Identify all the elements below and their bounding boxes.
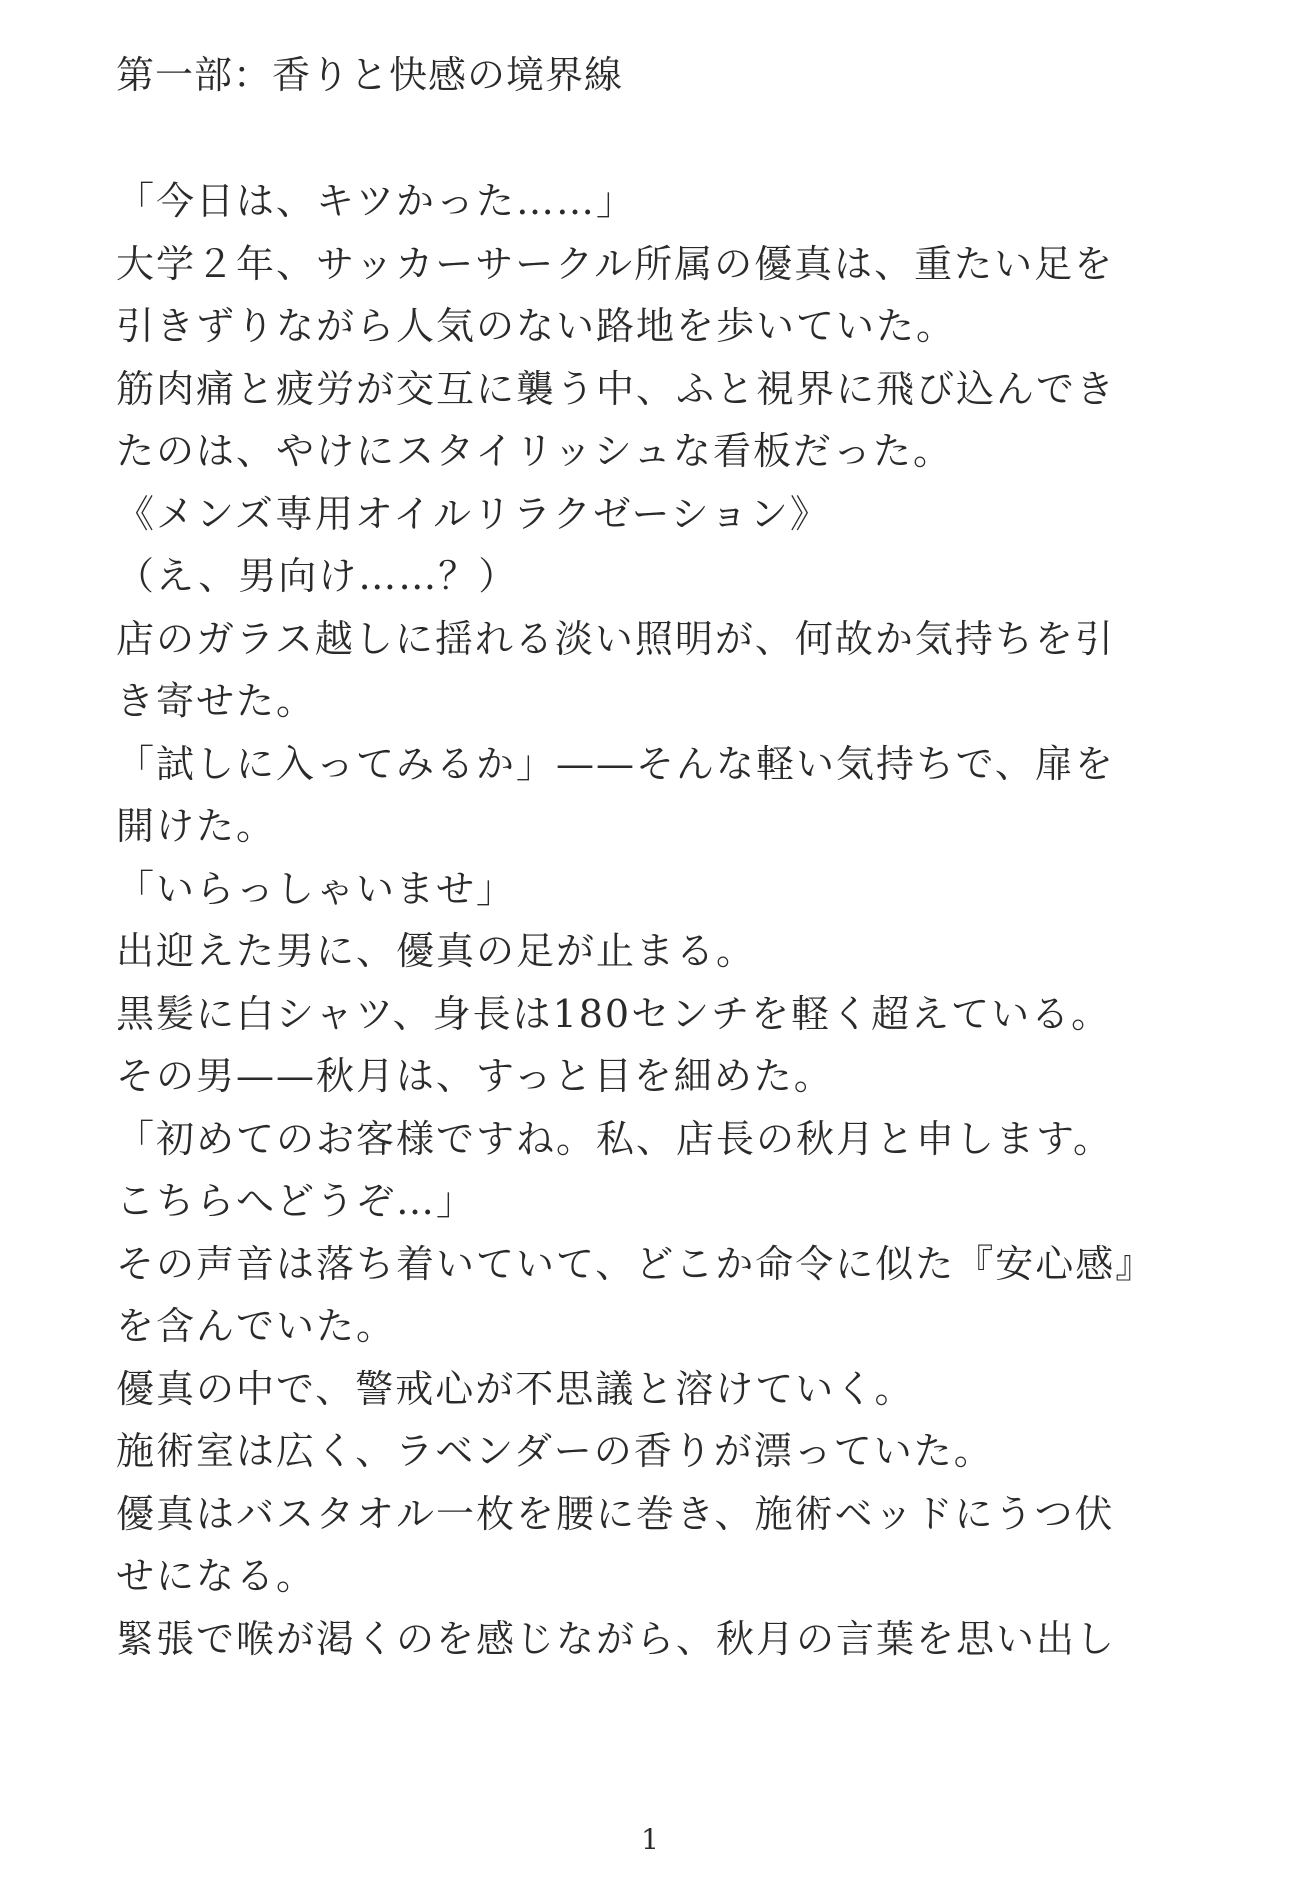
text-line: 《メンズ専用オイルリラクゼーション》 — [116, 491, 830, 536]
text-line: たのは、やけにスタイリッシュな看板だった。 — [116, 429, 953, 473]
text-line: 黒髪に白シャツ、身長は180センチを軽く超えている。 — [116, 991, 1112, 1036]
text-line: 施術室は広く、ラベンダーの香りが漂っていた。 — [116, 1429, 994, 1473]
text-line: 引きずりながら人気のない路地を歩いていた。 — [116, 304, 957, 348]
text-line: き寄せた。 — [116, 679, 317, 723]
text-line: （え、男向け……？） — [116, 554, 519, 598]
text-line: せになる。 — [116, 1554, 317, 1598]
text-line: 「今日は、キツかった……」 — [116, 179, 637, 223]
chapter-title: 第一部：香りと快感の境界線 — [116, 53, 624, 97]
text-line: こちらへどうぞ…」 — [116, 1179, 477, 1223]
body-text — [116, 170, 1176, 1670]
text-line: を含んでいた。 — [116, 1304, 397, 1348]
text-line: 「いらっしゃいませ」 — [116, 866, 517, 911]
text-line: その男——秋月は、すっと目を細めた。 — [116, 1054, 834, 1098]
text-line: 優真はバスタオル一枚を腰に巻き、施術ベッドにうつ伏 — [116, 1491, 1115, 1536]
page-number: 1 — [641, 1823, 659, 1856]
text-line: 緊張で喉が渇くのを感じながら、秋月の言葉を思い出し — [116, 1616, 1117, 1661]
text-line: その声音は落ち着いていて、どこか命令に似た『安心感』 — [116, 1241, 1156, 1286]
text-line: 優真の中で、警戒心が不思議と溶けていく。 — [116, 1366, 915, 1411]
text-line: 「試しに入ってみるか」——そんな軽い気持ちで、扉を — [116, 741, 1115, 786]
text-line: 店のガラス越しに揺れる淡い照明が、何故か気持ちを引 — [116, 616, 1115, 661]
text-line: 開けた。 — [116, 804, 277, 848]
text-line: 筋肉痛と疲労が交互に襲う中、ふと視界に飛び込んでき — [116, 366, 1117, 411]
text-line: 出迎えた男に、優真の足が止まる。 — [116, 929, 757, 973]
text-line: 大学２年、サッカーサークル所属の優真は、重たい足を — [116, 241, 1115, 286]
text-line: 「初めてのお客様ですね。私、店長の秋月と申します。 — [116, 1116, 1113, 1161]
